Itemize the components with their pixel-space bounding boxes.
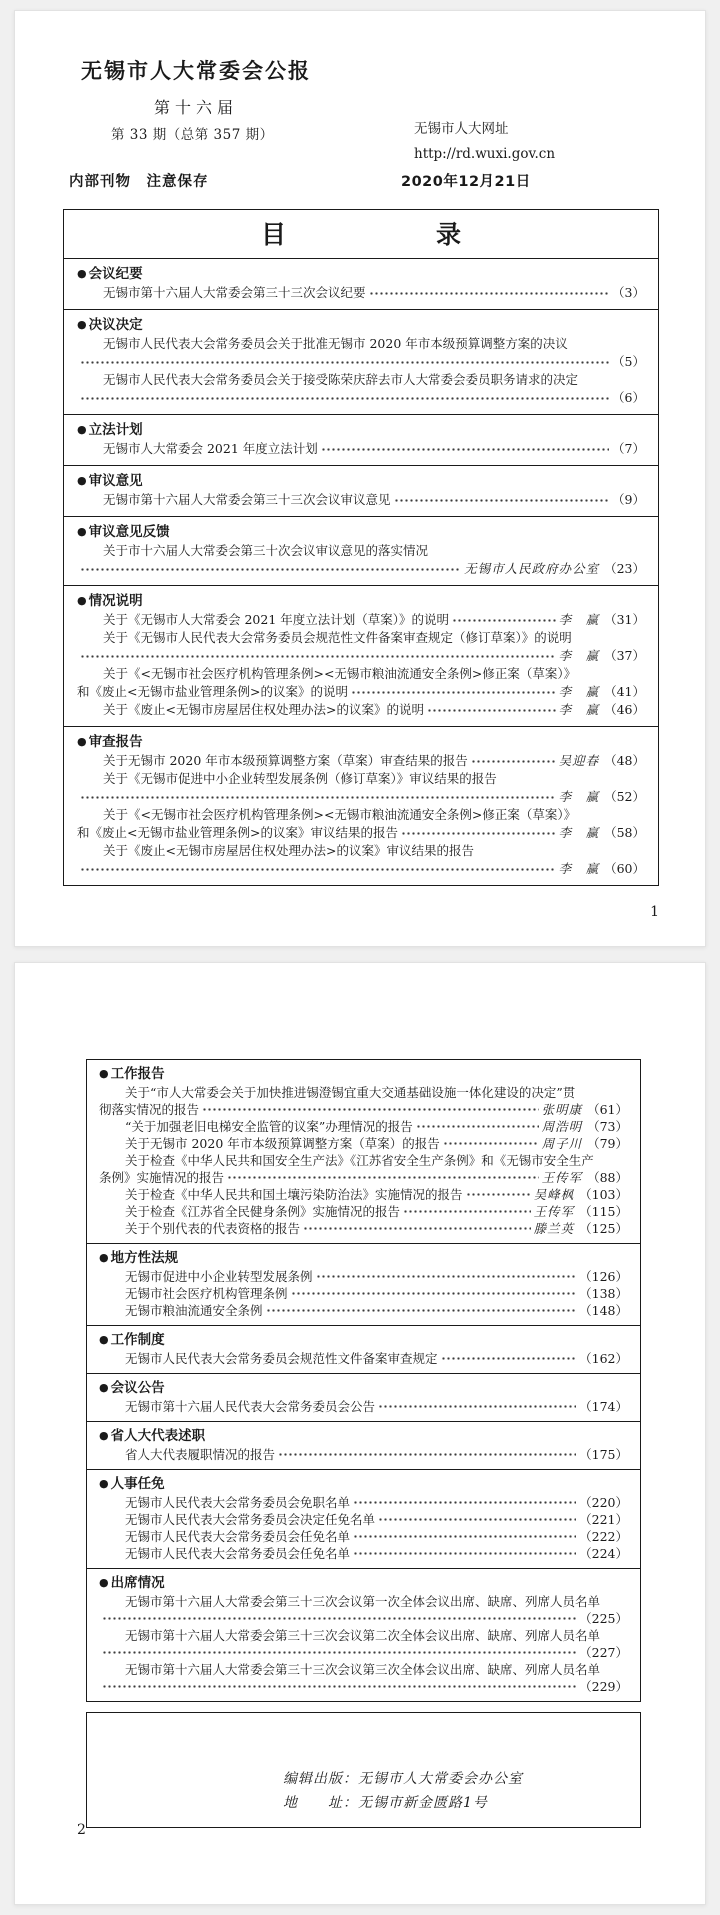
dot-leader <box>403 1209 531 1215</box>
toc-entry-line <box>77 353 645 371</box>
gazette-page-1 <box>14 10 706 947</box>
toc-entry <box>99 1494 628 1511</box>
section-heading-label: 情况说明 <box>88 593 143 609</box>
toc-box-page2 <box>86 1059 641 1702</box>
dot-leader <box>227 1175 539 1181</box>
dot-leader <box>416 1124 539 1130</box>
toc-entry-line <box>77 806 645 824</box>
entry-page-number: （175） <box>579 1447 628 1462</box>
bullet-icon: ● <box>99 1429 109 1442</box>
publication-date: 2020年12月21日 <box>401 174 531 190</box>
toc-entry-line <box>99 1398 628 1415</box>
entry-title-text: 关于《无锡市人大常委会 2021 年度立法计划（草案）》的说明 <box>103 612 450 627</box>
toc-entry-line <box>99 1446 628 1463</box>
toc-section <box>64 727 658 885</box>
entry-author: 王传军 <box>541 1170 583 1185</box>
toc-entry-line <box>99 1152 628 1169</box>
entry-author: 李 赢 <box>558 825 600 840</box>
toc-entry-line <box>99 1545 628 1562</box>
toc-sections-page2 <box>87 1060 640 1701</box>
entry-page-number: （79） <box>587 1136 628 1151</box>
entry-title-text: 和《废止<无锡市盐业管理条例>的议案》审议结果的报告 <box>77 825 398 840</box>
entry-title-text: 无锡市第十六届人大常委会第三十三次会议第三次全体会议出席、缺席、列席人员名单 <box>125 1662 601 1677</box>
entry-page-number: （6） <box>612 390 645 405</box>
toc-entry <box>77 752 645 770</box>
toc-entry-line <box>77 665 645 683</box>
toc-section <box>87 1422 640 1470</box>
toc-entry-line <box>99 1220 628 1237</box>
entry-title-text: 无锡市第十六届人大常委会第三十三次会议审议意见 <box>103 492 391 507</box>
toc-entry <box>77 491 645 509</box>
dot-leader <box>316 1274 577 1280</box>
dot-leader <box>369 290 610 296</box>
entry-page-number: （229） <box>579 1679 628 1694</box>
entry-page-number: （148） <box>579 1303 628 1318</box>
entry-title-text: 彻落实情况的报告 <box>99 1102 200 1117</box>
toc-section <box>64 310 658 415</box>
entry-title-text: 省人大代表履职情况的报告 <box>125 1447 276 1462</box>
dot-leader <box>401 830 556 836</box>
dot-leader <box>80 653 556 659</box>
entry-title-text: 关于市十六届人大常委会第三十次会议审议意见的落实情况 <box>103 543 429 558</box>
toc-entry <box>99 1627 628 1661</box>
bullet-icon: ● <box>99 1576 109 1589</box>
dot-leader <box>321 446 609 452</box>
publisher-address-line: 地 址：无锡市新金匮路1号 <box>283 1795 488 1811</box>
section-heading <box>99 1474 628 1494</box>
dot-leader <box>266 1308 577 1314</box>
bullet-icon: ● <box>77 267 87 280</box>
toc-entry-line <box>77 440 645 458</box>
website-block <box>414 117 555 167</box>
dot-leader <box>102 1616 576 1622</box>
website-url: http://rd.wuxi.gov.cn <box>414 146 556 162</box>
entry-title-text: 无锡市人民代表大会常务委员会免职名单 <box>125 1495 351 1510</box>
entry-title-text: 关于个别代表的代表资格的报告 <box>125 1221 301 1236</box>
toc-section <box>64 466 658 517</box>
toc-section <box>64 415 658 466</box>
entry-page-number: （88） <box>587 1170 628 1185</box>
toc-entry <box>77 284 645 302</box>
website-label: 无锡市人大网址 <box>414 121 509 137</box>
toc-entry <box>99 1661 628 1695</box>
toc-entry-line <box>77 491 645 509</box>
entry-title-text: 关于检查《中华人民共和国土壤污染防治法》实施情况的报告 <box>125 1187 463 1202</box>
dot-leader <box>378 1517 576 1523</box>
entry-page-number: （125） <box>579 1221 628 1236</box>
entry-title-text: 无锡市社会医疗机构管理条例 <box>125 1286 288 1301</box>
entry-title-text: 关于《无锡市促进中小企业转型发展条例（修订草案）》审议结果的报告 <box>103 771 497 786</box>
toc-entry-line <box>99 1494 628 1511</box>
entry-author: 李 赢 <box>558 702 600 717</box>
entry-title-text: 无锡市人民代表大会常务委员会任免名单 <box>125 1546 351 1561</box>
entry-title-text: 无锡市人大常委会 2021 年度立法计划 <box>103 441 318 456</box>
entry-title-text: “关于加强老旧电梯安全监管的议案”办理情况的报告 <box>125 1119 413 1134</box>
toc-entry <box>99 1220 628 1237</box>
entry-title-text: 无锡市第十六届人大常委会第三十三次会议第一次全体会议出席、缺席、列席人员名单 <box>125 1594 601 1609</box>
entry-author: 李 赢 <box>558 612 600 627</box>
toc-entry-line <box>99 1610 628 1627</box>
entry-page-number: （58） <box>604 825 645 840</box>
toc-entry-line <box>77 389 645 407</box>
dot-leader <box>351 689 556 695</box>
gazette-title: 无锡市人大常委会公报 <box>81 58 311 83</box>
toc-entry-line <box>99 1285 628 1302</box>
section-heading-label: 立法计划 <box>88 422 143 438</box>
bullet-icon: ● <box>99 1333 109 1346</box>
toc-entry <box>99 1446 628 1463</box>
toc-entry <box>77 806 645 842</box>
dot-leader <box>466 1192 531 1198</box>
toc-entry <box>77 842 645 878</box>
entry-title-text: 关于“市人大常委会关于加快推进锡澄锡宜重大交通基础设施一体化建设的决定”贯 <box>125 1085 576 1100</box>
toc-section <box>64 517 658 586</box>
toc-entry-line <box>77 683 645 701</box>
toc-entry <box>77 701 645 719</box>
entry-title-text: 关于《无锡市人民代表大会常务委员会规范性文件备案审查规定（修订草案）》的说明 <box>103 630 572 645</box>
bullet-icon: ● <box>77 735 87 748</box>
entry-page-number: （7） <box>612 441 645 456</box>
section-heading <box>99 1426 628 1446</box>
toc-entry-line <box>99 1203 628 1220</box>
toc-entry-line <box>99 1350 628 1367</box>
entry-page-number: （37） <box>604 648 645 663</box>
gazette-page-2 <box>14 962 706 1905</box>
page-number-1: 1 <box>650 904 659 920</box>
entry-title-text: 和《废止<无锡市盐业管理条例>的议案》的说明 <box>77 684 348 699</box>
entry-page-number: （221） <box>579 1512 628 1527</box>
entry-author: 李 赢 <box>558 789 600 804</box>
toc-section <box>64 259 658 310</box>
dot-leader <box>102 1684 576 1690</box>
toc-entry <box>99 1545 628 1562</box>
toc-entry <box>99 1350 628 1367</box>
entry-page-number: （52） <box>604 789 645 804</box>
entry-title-text: 关于检查《中华人民共和国安全生产法》《江苏省安全生产条例》和《无锡市安全生产 <box>125 1153 594 1168</box>
toc-title-char-lu: 录 <box>436 220 462 249</box>
bullet-icon: ● <box>77 423 87 436</box>
entry-title-text: 无锡市第十六届人民代表大会常务委员会公告 <box>125 1399 376 1414</box>
toc-entry <box>77 335 645 371</box>
bullet-icon: ● <box>99 1381 109 1394</box>
entry-page-number: （227） <box>579 1645 628 1660</box>
toc-entry-line <box>77 629 645 647</box>
toc-entry-line <box>99 1268 628 1285</box>
dot-leader <box>441 1356 577 1362</box>
entry-author: 李 赢 <box>558 684 600 699</box>
dot-leader <box>452 617 556 623</box>
publisher-info <box>283 1767 523 1815</box>
toc-entry-line <box>99 1661 628 1678</box>
entry-author: 吴峰枫 <box>533 1187 575 1202</box>
toc-entry-line <box>99 1627 628 1644</box>
toc-entry-line <box>99 1101 628 1118</box>
section-heading-label: 工作报告 <box>110 1066 165 1082</box>
section-heading-label: 工作制度 <box>110 1332 165 1348</box>
toc-entry-line <box>99 1528 628 1545</box>
toc-entry-line <box>77 647 645 665</box>
section-heading-label: 地方性法规 <box>110 1250 179 1266</box>
bullet-icon: ● <box>99 1067 109 1080</box>
dot-leader <box>80 566 461 572</box>
entry-author: 吴迎春 <box>558 753 600 768</box>
toc-entry <box>99 1285 628 1302</box>
entry-title-text: 无锡市粮油流通安全条例 <box>125 1303 263 1318</box>
entry-page-number: （61） <box>587 1102 628 1117</box>
toc-entry-line <box>99 1302 628 1319</box>
toc-box-page1 <box>63 209 659 886</box>
section-heading <box>77 315 645 335</box>
toc-entry-line <box>77 611 645 629</box>
toc-section <box>87 1569 640 1701</box>
gazette-edition: 第十六届 <box>153 98 238 117</box>
section-heading <box>99 1064 628 1084</box>
entry-title-text: 无锡市人民代表大会常务委员会规范性文件备案审查规定 <box>125 1351 438 1366</box>
bullet-icon: ● <box>77 318 87 331</box>
toc-entry <box>99 1152 628 1186</box>
toc-entry-line <box>99 1186 628 1203</box>
section-heading-label: 审议意见 <box>88 473 143 489</box>
entry-page-number: （220） <box>579 1495 628 1510</box>
entry-author: 李 赢 <box>558 648 600 663</box>
dot-leader <box>353 1500 576 1506</box>
entry-page-number: （225） <box>579 1611 628 1626</box>
entry-page-number: （46） <box>604 702 645 717</box>
toc-entry-line <box>77 752 645 770</box>
toc-section <box>87 1060 640 1244</box>
entry-title-text: 关于检查《江苏省全民健身条例》实施情况的报告 <box>125 1204 401 1219</box>
toc-entry <box>99 1084 628 1118</box>
section-heading-label: 省人大代表述职 <box>110 1428 206 1444</box>
toc-entry-line <box>77 560 645 578</box>
dot-leader <box>102 1650 576 1656</box>
dot-leader <box>471 758 556 764</box>
dot-leader <box>80 866 556 872</box>
entry-page-number: （31） <box>604 612 645 627</box>
entry-page-number: （73） <box>587 1119 628 1134</box>
entry-title-text: 关于无锡市 2020 年市本级预算调整方案（草案）的报告 <box>125 1136 440 1151</box>
entry-title-text: 无锡市促进中小企业转型发展条例 <box>125 1269 313 1284</box>
toc-entry <box>99 1302 628 1319</box>
toc-sections-page1 <box>64 259 658 885</box>
section-heading <box>99 1378 628 1398</box>
entry-author: 张明康 <box>541 1102 583 1117</box>
dot-leader <box>80 395 609 401</box>
toc-title <box>64 210 658 259</box>
dot-leader <box>353 1551 576 1557</box>
section-heading <box>77 420 645 440</box>
section-heading-label: 出席情况 <box>110 1575 165 1591</box>
section-heading-label: 审查报告 <box>88 734 143 750</box>
section-heading <box>99 1248 628 1268</box>
toc-entry <box>99 1186 628 1203</box>
section-heading <box>77 522 645 542</box>
toc-entry-line <box>99 1118 628 1135</box>
entry-title-text: 关于无锡市 2020 年市本级预算调整方案（草案）审查结果的报告 <box>103 753 468 768</box>
toc-entry-line <box>77 860 645 878</box>
entry-title-text: 无锡市第十六届人大常委会第三十三次会议第二次全体会议出席、缺席、列席人员名单 <box>125 1628 601 1643</box>
page2-content <box>86 1059 641 1828</box>
toc-entry-line <box>77 335 645 353</box>
toc-entry-line <box>99 1169 628 1186</box>
section-heading-label: 人事任免 <box>110 1476 165 1492</box>
dot-leader <box>443 1141 539 1147</box>
entry-author: 李 赢 <box>558 861 600 876</box>
toc-entry-line <box>77 770 645 788</box>
entry-author: 滕兰英 <box>533 1221 575 1236</box>
entry-page-number: （115） <box>579 1204 628 1219</box>
section-heading <box>77 732 645 752</box>
bullet-icon: ● <box>99 1477 109 1490</box>
section-heading <box>77 591 645 611</box>
publisher-box <box>86 1712 641 1828</box>
toc-entry-line <box>77 701 645 719</box>
entry-title-text: 关于《<无锡市社会医疗机构管理条例><无锡市粮油流通安全条例>修正案（草案）》 <box>103 807 577 822</box>
toc-entry <box>99 1398 628 1415</box>
section-heading-label: 会议纪要 <box>88 266 143 282</box>
entry-page-number: （23） <box>604 561 645 576</box>
toc-section <box>87 1244 640 1326</box>
toc-entry <box>99 1268 628 1285</box>
entry-page-number: （126） <box>579 1269 628 1284</box>
toc-entry <box>77 629 645 665</box>
dot-leader <box>291 1291 577 1297</box>
toc-entry <box>77 770 645 806</box>
toc-entry <box>77 665 645 701</box>
entry-page-number: （162） <box>579 1351 628 1366</box>
entry-title-text: 关于《<无锡市社会医疗机构管理条例><无锡市粮油流通安全条例>修正案（草案）》 <box>103 666 577 681</box>
toc-entry <box>77 371 645 407</box>
toc-entry-line <box>99 1644 628 1661</box>
entry-page-number: （138） <box>579 1286 628 1301</box>
entry-title-text: 关于《废止<无锡市房屋居住权处理办法>的议案》的说明 <box>103 702 424 717</box>
entry-title-text: 无锡市人民代表大会常务委员会决定任免名单 <box>125 1512 376 1527</box>
entry-page-number: （103） <box>579 1187 628 1202</box>
gazette-issue-number: 第 33 期（总第 357 期） <box>111 127 274 143</box>
dot-leader <box>278 1452 576 1458</box>
toc-entry-line <box>77 542 645 560</box>
entry-author: 王传军 <box>533 1204 575 1219</box>
dot-leader <box>394 497 610 503</box>
entry-title-text: 条例》实施情况的报告 <box>99 1170 225 1185</box>
entry-page-number: （41） <box>604 684 645 699</box>
section-heading-label: 审议意见反馈 <box>88 524 170 540</box>
dot-leader <box>378 1404 576 1410</box>
toc-entry-line <box>77 824 645 842</box>
toc-entry-line <box>77 842 645 860</box>
toc-entry <box>99 1593 628 1627</box>
section-heading <box>77 471 645 491</box>
toc-section <box>87 1470 640 1569</box>
entry-title-text: 无锡市第十六届人大常委会第三十三次会议纪要 <box>103 285 366 300</box>
internal-publication-notice: 内部刊物 注意保存 <box>69 174 209 190</box>
entry-page-number: （174） <box>579 1399 628 1414</box>
section-heading-label: 会议公告 <box>110 1380 165 1396</box>
entry-author: 周浩明 <box>541 1119 583 1134</box>
dot-leader <box>202 1107 539 1113</box>
publisher-editor-line: 编辑出版：无锡市人大常委会办公室 <box>283 1771 523 1787</box>
entry-page-number: （5） <box>612 354 645 369</box>
toc-section <box>64 586 658 727</box>
toc-title-char-mu: 目 <box>260 220 286 249</box>
toc-entry-line <box>99 1084 628 1101</box>
toc-entry <box>99 1118 628 1135</box>
entry-author: 周子川 <box>541 1136 583 1151</box>
bullet-icon: ● <box>99 1251 109 1264</box>
entry-title-text: 无锡市人民代表大会常务委员会任免名单 <box>125 1529 351 1544</box>
dot-leader <box>427 707 556 713</box>
toc-entry-line <box>99 1135 628 1152</box>
entry-page-number: （3） <box>612 285 645 300</box>
section-heading <box>99 1573 628 1593</box>
toc-entry <box>77 440 645 458</box>
entry-page-number: （48） <box>604 753 645 768</box>
toc-section <box>87 1326 640 1374</box>
entry-author: 无锡市人民政府办公室 <box>464 561 600 576</box>
toc-entry <box>99 1528 628 1545</box>
toc-entry <box>77 542 645 578</box>
bullet-icon: ● <box>77 474 87 487</box>
entry-page-number: （222） <box>579 1529 628 1544</box>
dot-leader <box>353 1534 576 1540</box>
toc-section <box>87 1374 640 1422</box>
toc-entry-line <box>77 788 645 806</box>
dot-leader <box>303 1226 531 1232</box>
toc-entry <box>99 1511 628 1528</box>
toc-entry-line <box>77 284 645 302</box>
dot-leader <box>80 794 556 800</box>
toc-entry-line <box>77 371 645 389</box>
entry-title-text: 关于《废止<无锡市房屋居住权处理办法>的议案》审议结果的报告 <box>103 843 474 858</box>
toc-entry <box>77 611 645 629</box>
page-number-2: 2 <box>77 1822 86 1838</box>
toc-entry-line <box>99 1593 628 1610</box>
entry-page-number: （9） <box>612 492 645 507</box>
entry-title-text: 无锡市人民代表大会常务委员会关于接受陈荣庆辞去市人大常委会委员职务请求的决定 <box>103 372 579 387</box>
toc-entry <box>99 1135 628 1152</box>
dot-leader <box>80 359 609 365</box>
bullet-icon: ● <box>77 525 87 538</box>
section-heading <box>77 264 645 284</box>
entry-title-text: 无锡市人民代表大会常务委员会关于批准无锡市 2020 年市本级预算调整方案的决议 <box>103 336 568 351</box>
toc-entry-line <box>99 1511 628 1528</box>
section-heading-label: 决议决定 <box>88 317 143 333</box>
entry-page-number: （60） <box>604 861 645 876</box>
toc-entry <box>99 1203 628 1220</box>
bullet-icon: ● <box>77 594 87 607</box>
section-heading <box>99 1330 628 1350</box>
toc-entry-line <box>99 1678 628 1695</box>
entry-page-number: （224） <box>579 1546 628 1561</box>
